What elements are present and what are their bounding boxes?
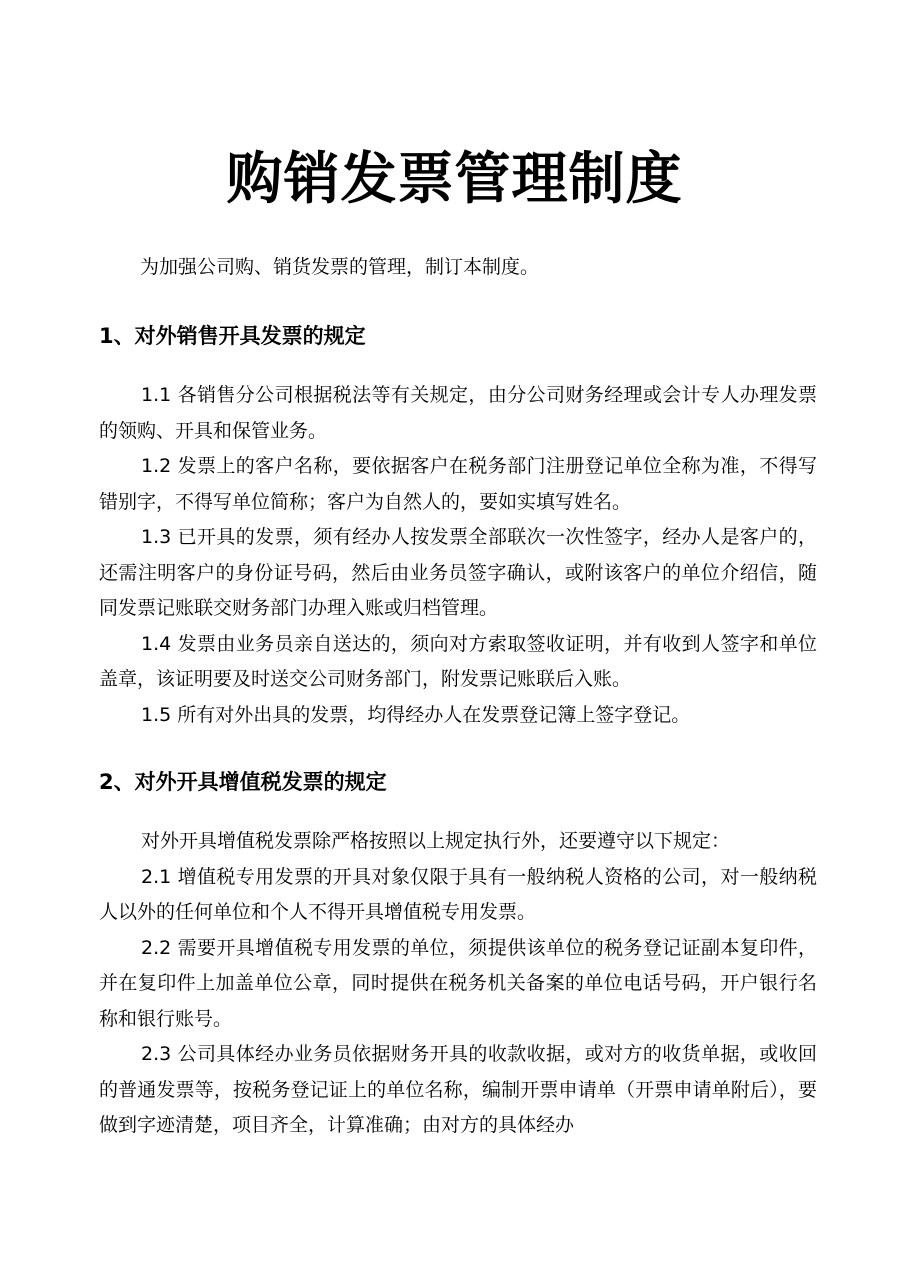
section-1-heading: 1、对外销售开具发票的规定 [99, 324, 366, 348]
paragraph-2-intro: 对外开具增值税发票除严格按照以上规定执行外，还要遵守以下规定： [141, 830, 731, 852]
paragraph-2-3: 2.3 公司具体经办业务员依据财务开具的收款收据，或对方的收货单据，或收回的普通发票等，按税务登记证上的单位名称，编制开票申请单（开票申请单附后），要做到字迹清楚，项目齐全，计算准确；由对方的具体经办 [99, 1043, 817, 1136]
section-1-body [99, 378, 817, 733]
paragraph-2-1: 2.1 增值税专用发票的开具对象仅限于具有一般纳税人资格的公司，对一般纳税人以外的任何单位和个人不得开具增值税专用发票。 [99, 865, 817, 923]
section-2-heading: 2、对外开具增值税发票的规定 [99, 770, 387, 794]
paragraph-1-5: 1.5 所有对外出具的发票，均得经办人在发票登记簿上签字登记。 [141, 703, 691, 726]
paragraph-1-1: 1.1 各销售分公司根据税法等有关规定，由分公司财务经理或会计专人办理发票的领购、开具和保管业务。 [99, 384, 817, 442]
section-2-body [99, 824, 817, 1144]
paragraph-1-2: 1.2 发票上的客户名称，要依据客户在税务部门注册登记单位全称为准，不得写错别字，不得写单位简称；客户为自然人的，要如实填写姓名。 [99, 455, 817, 513]
paragraph-1-4: 1.4 发票由业务员亲自送达的，须向对方索取签收证明，并有收到人签字和单位盖章，该证明要及时送交公司财务部门，附发票记账联后入账。 [99, 632, 817, 690]
paragraph-1-3: 1.3 已开具的发票，须有经办人按发票全部联次一次性签字，经办人是客户的，还需注明客户的身份证号码，然后由业务员签字确认，或附该客户的单位介绍信，随同发票记账联交财务部门办理入账或归档管理。 [99, 526, 817, 619]
intro-paragraph: 为加强公司购、销货发票的管理，制订本制度。 [140, 256, 540, 278]
paragraph-2-2: 2.2 需要开具增值税专用发票的单位，须提供该单位的税务登记证副本复印件，并在复印件上加盖单位公章，同时提供在税务机关备案的单位电话号码，开户银行名称和银行账号。 [99, 936, 817, 1030]
document-title: 购销发票管理制度 [226, 147, 683, 212]
